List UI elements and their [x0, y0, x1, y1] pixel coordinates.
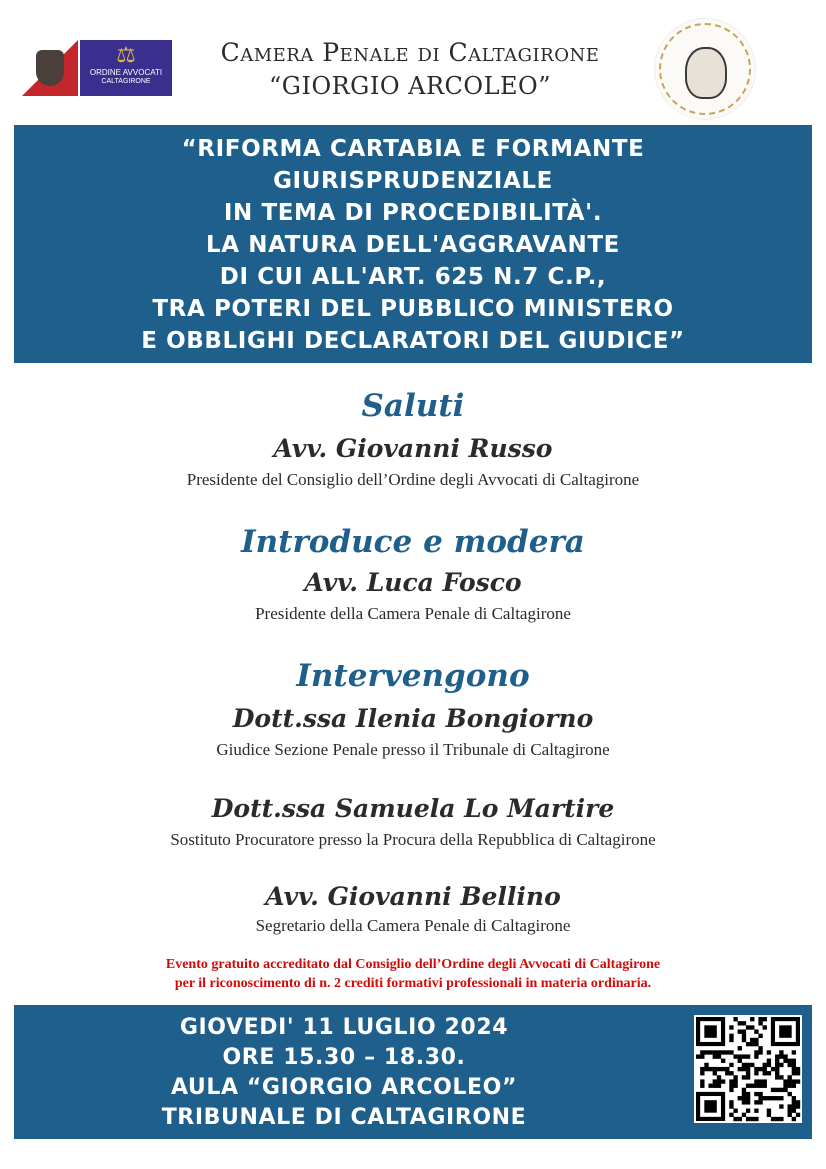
ordine-avvocati-logo — [80, 40, 172, 96]
speaker-name: Dott.ssa Ilenia Bongiorno — [232, 704, 594, 733]
speaker-name: Dott.ssa Samuela Lo Martire — [211, 794, 615, 823]
scales-of-justice-icon: ⚖ — [116, 42, 136, 67]
banner-title-line: IN TEMA DI PROCEDIBILITÀ'. — [223, 200, 603, 226]
speaker-name: Avv. Giovanni Bellino — [265, 882, 561, 911]
banner-title-line: LA NATURA DELL'AGGRAVANTE — [206, 232, 620, 258]
event-detail-line: ORE 15.30 – 18.30. — [222, 1045, 466, 1070]
speaker-role: Giudice Sezione Penale presso il Tribunale di Caltagirone — [216, 740, 610, 759]
event-title-banner — [14, 125, 812, 363]
event-details-footer — [14, 1005, 812, 1139]
event-detail-line: GIOVEDI' 11 LUGLIO 2024 — [179, 1015, 509, 1040]
ordine-logo-line2: CALTAGIRONE — [101, 78, 151, 85]
modera-heading: Introduce e modera — [241, 524, 585, 560]
speaker-role: Sostituto Procuratore presso la Procura della Repubblica di Caltagirone — [170, 830, 656, 849]
qr-code-icon — [694, 1015, 802, 1123]
ucpi-logo — [654, 18, 756, 120]
banner-title-line: TRA POTERI DEL PUBBLICO MINISTERO — [152, 296, 674, 322]
page-subtitle: “GIORGIO ARCOLEO” — [269, 72, 551, 100]
modera-name: Avv. Luca Fosco — [304, 568, 522, 597]
ordine-logo-line1: ORDINE AVVOCATI — [89, 68, 163, 77]
event-detail-line: TRIBUNALE DI CALTAGIRONE — [161, 1105, 527, 1130]
banner-title-line: E OBBLIGHI DECLARATORI DEL GIUDICE” — [141, 328, 685, 354]
accreditation-notice-line2: per il riconoscimento di n. 2 crediti formativi professionali in materia ordinaria. — [174, 976, 652, 991]
intervengono-heading: Intervengono — [296, 658, 530, 694]
banner-title-line: “RIFORMA CARTABIA E FORMANTE — [181, 136, 645, 162]
saluti-heading: Saluti — [361, 388, 465, 424]
caltagirone-city-crest-logo — [22, 40, 78, 96]
portrait-icon — [685, 47, 727, 99]
header — [0, 0, 826, 125]
crest-icon — [36, 50, 64, 86]
saluti-role: Presidente del Consiglio dell’Ordine degli Avvocati di Caltagirone — [186, 470, 640, 489]
page-title: Camera Penale di Caltagirone — [220, 38, 600, 67]
modera-role: Presidente della Camera Penale di Caltagirone — [255, 604, 571, 623]
saluti-name: Avv. Giovanni Russo — [273, 434, 553, 463]
speaker-role: Segretario della Camera Penale di Caltagirone — [255, 916, 571, 935]
qr-code[interactable] — [694, 1015, 802, 1123]
event-detail-line: AULA “GIORGIO ARCOLEO” — [170, 1075, 518, 1100]
banner-title-line: GIURISPRUDENZIALE — [273, 168, 553, 194]
accreditation-notice-line1: Evento gratuito accreditato dal Consiglio dell’Ordine degli Avvocati di Caltagirone — [165, 957, 661, 972]
banner-title-line: DI CUI ALL'ART. 625 N.7 C.P., — [219, 264, 607, 290]
